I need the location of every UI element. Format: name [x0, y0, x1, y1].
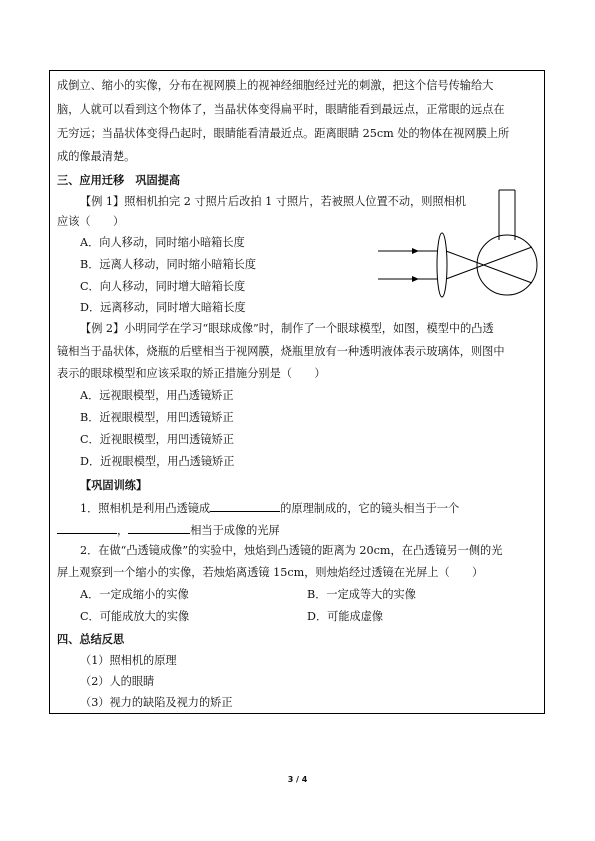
- example-2-option-d: D．近视眼模型，用凸透镜矫正: [80, 455, 235, 468]
- example-1-line-2: 应该（ ）: [57, 215, 125, 228]
- refracted-ray-bottom: [446, 247, 532, 279]
- practice-title: 【巩固训练】: [80, 478, 148, 492]
- practice-q2-option-b: B．一定成等大的实像: [307, 588, 416, 601]
- refracted-ray-top: [446, 251, 532, 283]
- q1-blank-2[interactable]: [57, 522, 117, 534]
- practice-q2-option-a: A．一定成缩小的实像: [80, 588, 189, 601]
- section-4-title: 四、总结反思: [57, 632, 125, 646]
- summary-item-2: （2）人的眼睛: [80, 675, 155, 688]
- q1-text-b: 的原理制成的，它的镜头相当于一个: [280, 502, 460, 515]
- q1-text-c: ，: [117, 524, 129, 537]
- example-2-line-2: 镜相当于晶状体，烧瓶的后壁相当于视网膜，烧瓶里放有一种透明液体表示玻璃体，则图中: [57, 345, 505, 358]
- example-1-option-b: B．远离人移动，同时缩小暗箱长度: [80, 258, 257, 271]
- intro-line-1: 成倒立、缩小的实像，分布在视网膜上的视神经细胞经过光的刺激，把这个信号传输给大: [57, 79, 494, 92]
- example-2-line-1: 【例 2】小明同学在学习“眼球成像”时，制作了一个眼球模型，如图，模型中的凸透: [80, 322, 494, 335]
- practice-q2-option-d: D．可能成虚像: [307, 610, 384, 623]
- practice-q2-line-2: 屏上观察到一个缩小的实像，若烛焰离透镜 15cm，则烛焰经过透镜在光屏上（ ）: [57, 566, 484, 579]
- summary-item-1: （1）照相机的原理: [80, 654, 177, 667]
- example-1-option-c: C．向人移动，同时增大暗箱长度: [80, 280, 246, 293]
- summary-item-3: （3）视力的缺陷及视力的矫正: [80, 696, 233, 709]
- practice-q2-line-1: 2．在做“凸透镜成像”的实验中，烛焰到凸透镜的距离为 20cm，在凸透镜另一侧的光: [80, 544, 503, 557]
- q1-blank-3[interactable]: [128, 522, 190, 534]
- example-1-option-d: D．远离移动，同时增大暗箱长度: [80, 301, 246, 314]
- practice-q1-line-1: [80, 500, 459, 516]
- arrow-bottom: [412, 276, 419, 282]
- section-3-title: 三、应用迁移 巩固提高: [57, 173, 181, 187]
- q1-text-a: 1．照相机是利用凸透镜成: [80, 502, 211, 515]
- intro-line-4: 成的像最清楚。: [57, 150, 136, 163]
- example-2-option-c: C．近视眼模型，用凹透镜矫正: [80, 433, 234, 446]
- example-2-option-b: B．近视眼模型，用凹透镜矫正: [80, 411, 234, 424]
- example-1-line-1: 【例 1】照相机拍完 2 寸照片后改拍 1 寸照片，若被照人位置不动，则照相机: [80, 195, 466, 208]
- example-1-option-a: A．向人移动，同时缩小暗箱长度: [80, 236, 245, 249]
- convex-lens: [437, 233, 447, 297]
- q1-blank-1[interactable]: [210, 500, 280, 512]
- practice-q2-option-c: C．可能成放大的实像: [80, 610, 190, 623]
- example-2-option-a: A．远视眼模型，用凸透镜矫正: [80, 389, 234, 402]
- intro-line-2: 脑，人就可以看到这个物体了，当晶状体变得扁平时，眼睛能看到最远点，正常眼的远点在: [57, 103, 505, 116]
- flask-bulb: [477, 235, 537, 295]
- q1-text-d: 相当于成像的光屏: [190, 524, 280, 537]
- example-2-line-3: 表示的眼球模型和应该采取的矫正措施分别是（ ）: [57, 367, 326, 380]
- page-number: 3 / 4: [287, 775, 308, 784]
- eye-model-diagram: [372, 187, 547, 302]
- practice-q1-line-2: [57, 522, 280, 538]
- intro-line-3: 无穷远；当晶状体变得凸起时，眼睛能看清最近点。距离眼睛 25cm 处的物体在视网膜上所: [57, 127, 510, 140]
- arrow-top: [412, 248, 419, 254]
